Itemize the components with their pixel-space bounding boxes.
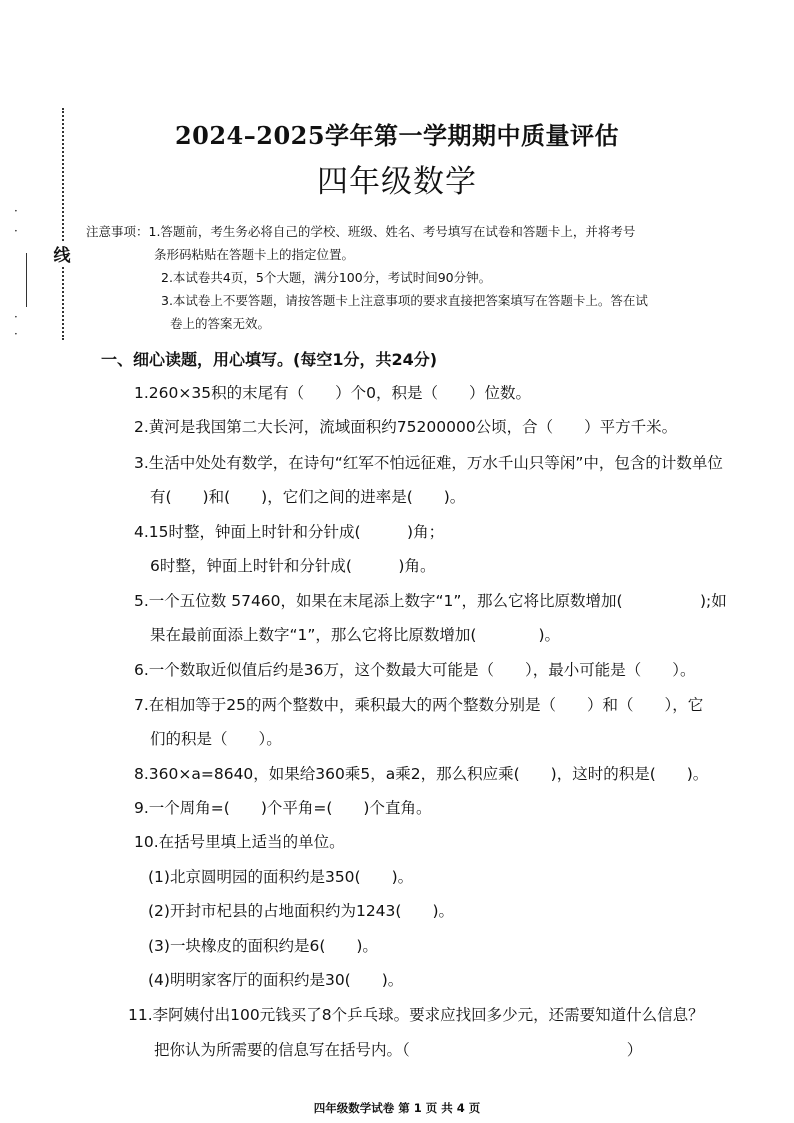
question-line: 9.一个周角=( )个平角=( )个直角。 xyxy=(134,799,432,817)
exam-subject: 四年级数学 xyxy=(317,164,477,200)
question-line: 1.260×35积的末尾有（ ）个0，积是（ ）位数。 xyxy=(134,384,531,402)
binding-label: 线 xyxy=(53,241,71,266)
question-line: 6时整，钟面上时针和分针成( )角。 xyxy=(150,557,436,575)
question-line: 7.在相加等于25的两个整数中，乘积最大的两个整数分别是（ ）和（ ），它 xyxy=(134,696,704,714)
question-line: 8.360×a=8640，如果给360乘5，a乘2，那么积应乘( )，这时的积是( )。 xyxy=(134,765,709,783)
question-line: 3.生活中处处有数学，在诗句“红军不怕远征难，万水千山只等闲”中，包含的计数单位 xyxy=(134,454,723,472)
question-line: (2)开封市杞县的占地面积约为1243( )。 xyxy=(148,902,454,920)
exam-notes xyxy=(86,220,726,335)
question-line: 5.一个五位数 57460，如果在末尾添上数字“1”，那么它将比原数增加( );如 xyxy=(134,592,727,610)
question-line: 们的积是（ ）。 xyxy=(150,730,282,748)
binding-mark: · xyxy=(14,310,18,324)
notes-line: 注意事项：1.答题前，考生务必将自己的学校、班级、姓名、考号填写在试卷和答题卡上，并将考号 xyxy=(86,224,636,239)
question-line: 4.15时整，钟面上时针和分针成( )角； xyxy=(134,523,445,541)
question-line: 把你认为所需要的信息写在括号内。（ ） xyxy=(154,1041,643,1059)
binding-mark: · xyxy=(14,204,18,218)
notes-line: 卷上的答案无效。 xyxy=(170,316,271,331)
question-line: (4)明明家客厅的面积约是30( )。 xyxy=(148,971,404,989)
notes-line: 3.本试卷上不要答题，请按答题卡上注意事项的要求直接把答案填写在答题卡上。答在试 xyxy=(161,293,648,308)
notes-line: 2.本试卷共4页，5个大题，满分100分，考试时间90分钟。 xyxy=(161,270,492,285)
page-footer: 四年级数学试卷 第 1 页 共 4 页 xyxy=(313,1101,481,1115)
question-line: 10.在括号里填上适当的单位。 xyxy=(134,833,345,851)
binding-mark: · xyxy=(14,327,18,341)
question-line: 果在最前面添上数字“1”，那么它将比原数增加( )。 xyxy=(150,626,561,644)
section-heading: 一、细心读题，用心填写。(每空1分，共24分) xyxy=(101,350,438,369)
question-line: 有( )和( )，它们之间的进率是( )。 xyxy=(150,488,466,506)
binding-mark: · xyxy=(14,224,18,238)
question-line: 6.一个数取近似值后约是36万，这个数最大可能是（ ），最小可能是（ ）。 xyxy=(134,661,696,679)
question-line: (3)一块橡皮的面积约是6( )。 xyxy=(148,937,378,955)
question-line: 11.李阿姨付出100元钱买了8个乒乓球。要求应找回多少元，还需要知道什么信息？ xyxy=(128,1006,704,1024)
question-line: (1)北京圆明园的面积约是350( )。 xyxy=(148,868,414,886)
binding-rule xyxy=(26,253,27,307)
question-line: 2.黄河是我国第二大长河，流域面积约75200000公顷，合（ ）平方千米。 xyxy=(134,418,678,436)
exam-title: 2024–2025学年第一学期期中质量评估 xyxy=(174,121,620,150)
notes-line: 条形码粘贴在答题卡上的指定位置。 xyxy=(154,247,355,262)
